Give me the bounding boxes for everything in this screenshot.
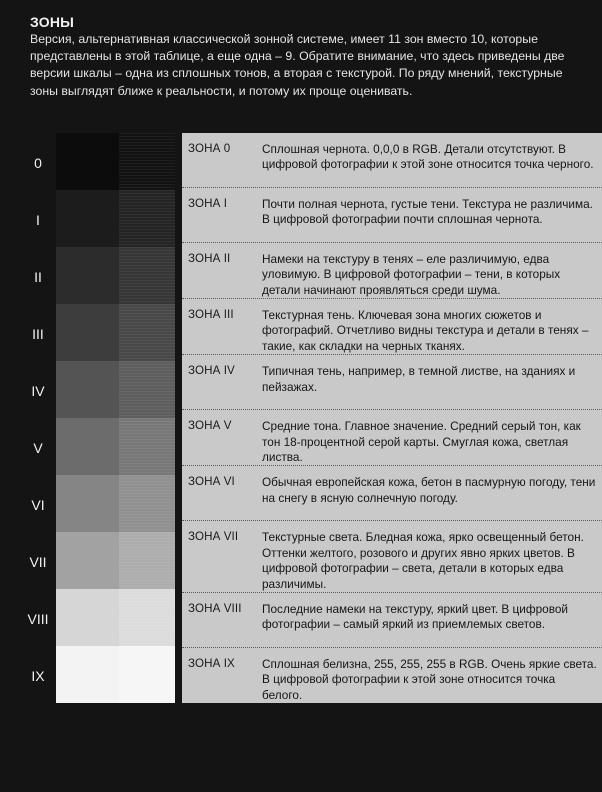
zone-numeral: II bbox=[34, 269, 42, 285]
zone-label: ЗОНА VI bbox=[188, 475, 235, 489]
zone-row bbox=[182, 465, 602, 520]
zone-description: Типичная тень, например, в темной листве, на зданиях и пейзажах. bbox=[262, 364, 576, 394]
textured-tone-step bbox=[119, 247, 175, 304]
zone-row bbox=[182, 520, 602, 592]
zone-description: Почти полная чернота, густые тени. Текстура не различима. В цифровой фотографии почти сплошная чернота. bbox=[262, 196, 593, 227]
zone-table bbox=[182, 133, 602, 703]
zone-label: ЗОНА 0 bbox=[188, 142, 231, 155]
textured-tone-step bbox=[119, 133, 175, 190]
zone-numeral: V bbox=[33, 440, 43, 456]
textured-tone-step bbox=[119, 304, 175, 361]
zone-numeral: IX bbox=[31, 668, 45, 684]
zone-numeral: IV bbox=[31, 383, 45, 399]
zone-description: Обычная европейская кожа, бетон в пасмурную погоду, тени на снегу в ясную солнечную погоду. bbox=[262, 475, 596, 505]
textured-tone-step bbox=[119, 418, 175, 475]
zone-label: ЗОНА VII bbox=[188, 530, 239, 544]
zone-description: Текстурная тень. Ключевая зона многих сюжетов и фотографий. Отчетливо видны текстура и детали в тенях – такие, как складки на черных тканях. bbox=[262, 308, 589, 353]
textured-tone-step bbox=[119, 361, 175, 418]
textured-tone-step bbox=[119, 589, 175, 646]
zone-row bbox=[182, 298, 602, 354]
zone-numerals bbox=[22, 133, 54, 703]
zone-description: Сплошная белизна, 255, 255, 255 в RGB. Очень яркие света. В цифровой фотографии к этой зоне относится точка белого. bbox=[262, 656, 597, 702]
textured-tone-step bbox=[119, 475, 175, 532]
textured-tone-step bbox=[119, 646, 175, 703]
section-heading: ЗОНЫ bbox=[30, 14, 75, 30]
zone-numeral: 0 bbox=[34, 155, 42, 171]
intro-paragraph: Версия, альтернативная классической зонной системе, имеет 11 зон вместо 10, которые представлены в этой таблице, а еще одна – 9. Обратите внимание, что здесь приведены две версии шкалы – одна из сплошных тонов, а вторая с текстурой. По ряду мнений, текстурные зоны выглядят ближе к реальности, и потому их проще оценивать. bbox=[30, 32, 565, 98]
zone-row bbox=[182, 647, 602, 703]
zone-label: ЗОНА IX bbox=[188, 656, 235, 670]
zone-description: Последние намеки на текстуру, яркий цвет. В цифровой фотографии – самый яркий из приемлемых светов. bbox=[262, 601, 568, 632]
zone-description: Намеки на текстуру в тенях – еле различимую, едва уловимую. В цифровой фотографии – тени, в которых детали начинают проявляться среди шума. bbox=[262, 251, 561, 297]
zone-row bbox=[182, 187, 602, 242]
zone-label: ЗОНА III bbox=[188, 308, 234, 322]
zone-label: ЗОНА I bbox=[188, 196, 228, 210]
zone-description: Сплошная чернота. 0,0,0 в RGB. Детали отсутствуют. В цифровой фотографии к этой зоне относится точка черного. bbox=[262, 142, 594, 172]
zone-description: Текстурные света. Бледная кожа, ярко освещенный бетон. Оттенки желтого, розового и других явно ярких цветов. В цифровой фотографии – света, детали в которых едва различимы. bbox=[262, 530, 584, 591]
textured-tone-step bbox=[119, 532, 175, 589]
zone-label: ЗОНА V bbox=[188, 419, 232, 433]
zone-label: ЗОНА IV bbox=[188, 364, 235, 378]
zone-numeral: III bbox=[32, 326, 44, 342]
textured-tone-scale bbox=[119, 133, 175, 703]
zone-label: ЗОНА II bbox=[188, 251, 231, 265]
zone-numeral: VI bbox=[31, 497, 45, 513]
textured-tone-step bbox=[119, 190, 175, 247]
zone-numeral: VII bbox=[29, 554, 47, 570]
zone-row bbox=[182, 354, 602, 409]
zone-row bbox=[182, 133, 602, 187]
zone-row bbox=[182, 242, 602, 298]
zone-row bbox=[182, 409, 602, 465]
zone-row bbox=[182, 592, 602, 647]
zone-numeral: I bbox=[36, 212, 40, 228]
zone-numeral: VIII bbox=[27, 611, 49, 627]
zone-label: ЗОНА VIII bbox=[188, 601, 242, 615]
zone-description: Средние тона. Главное значение. Средний серый тон, как тон 18-процентной серой карты. Смуглая кожа, светлая листва. bbox=[262, 419, 581, 464]
